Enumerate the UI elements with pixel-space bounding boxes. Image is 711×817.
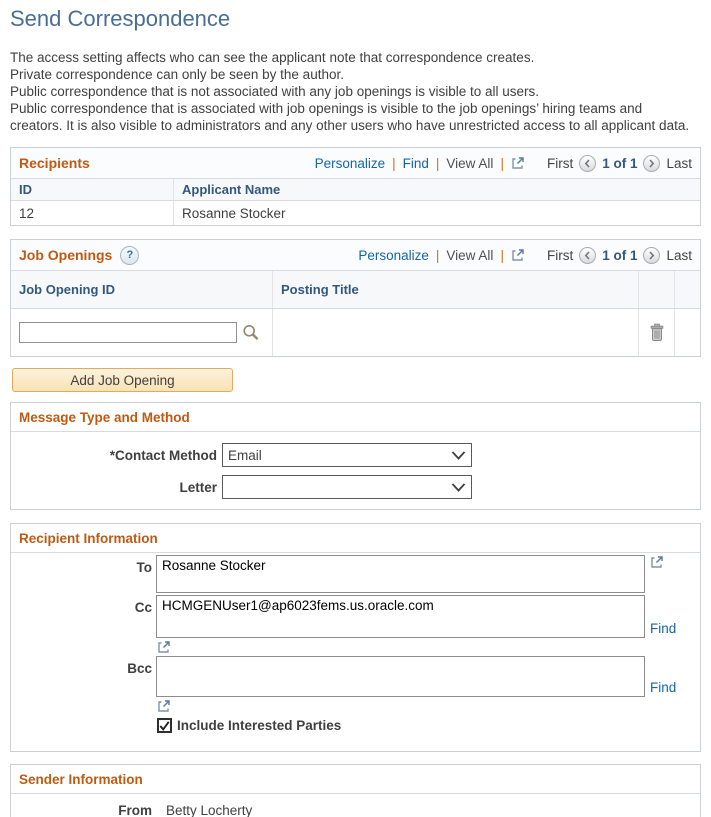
job-openings-grid-toolbar bbox=[11, 240, 700, 271]
add-job-opening-button[interactable]: Add Job Opening bbox=[12, 368, 233, 392]
recipients-pager bbox=[547, 155, 692, 172]
cc-right-slot bbox=[645, 595, 700, 638]
separator: | bbox=[500, 247, 504, 263]
bcc-field bbox=[156, 656, 645, 697]
contact-method-label: *Contact Method bbox=[109, 447, 217, 463]
separator: | bbox=[435, 155, 440, 171]
to-row bbox=[11, 555, 700, 593]
message-type-section bbox=[10, 402, 701, 510]
column-header-posting-title: Posting Title bbox=[272, 271, 638, 308]
column-header-job-opening-id: Job Opening ID bbox=[19, 282, 116, 297]
recipients-header-row bbox=[11, 179, 700, 201]
chevron-down-icon bbox=[451, 483, 466, 492]
sender-information-title: Sender Information bbox=[11, 765, 700, 794]
letter-row bbox=[11, 475, 700, 499]
job-openings-grid-links bbox=[358, 248, 525, 263]
cell-applicant-name: Rosanne Stocker bbox=[173, 201, 700, 225]
bcc-right-slot bbox=[645, 656, 700, 697]
description-line: Public correspondence that is not associated with any job openings is visible to all users. bbox=[10, 84, 540, 99]
view-all-label: View All bbox=[446, 155, 494, 171]
personalize-link[interactable]: Personalize bbox=[314, 155, 386, 171]
pager-count: 1 of 1 bbox=[602, 247, 638, 263]
cc-label: Cc bbox=[134, 600, 152, 615]
expand-field-icon[interactable] bbox=[157, 640, 171, 654]
from-label: From bbox=[118, 803, 152, 817]
separator: | bbox=[392, 155, 396, 171]
job-openings-grid bbox=[10, 239, 701, 357]
description-line: Public correspondence that is associated with job openings is visible to the job openings’ hiring teams and creators. It is also visible to administrators and any other users who have unrestricted access to all applicant data. bbox=[10, 101, 690, 133]
contact-method-row bbox=[11, 443, 700, 467]
job-openings-header-row bbox=[11, 271, 700, 309]
chevron-down-icon bbox=[451, 451, 466, 460]
bcc-find-link[interactable]: Find bbox=[650, 680, 677, 695]
cc-row bbox=[11, 595, 700, 638]
recipient-information-section bbox=[10, 523, 701, 752]
view-all-label: View All bbox=[446, 247, 494, 263]
pager-next-button[interactable] bbox=[643, 155, 660, 172]
include-interested-parties-checkbox[interactable] bbox=[157, 718, 172, 733]
description-line: Private correspondence can only be seen by the author. bbox=[10, 67, 344, 82]
lookup-icon[interactable] bbox=[241, 323, 261, 343]
pager-first-label: First bbox=[546, 155, 574, 171]
recipients-row bbox=[11, 201, 700, 225]
from-row bbox=[11, 803, 700, 817]
message-type-body bbox=[11, 432, 700, 509]
job-opening-id-input[interactable] bbox=[19, 322, 237, 343]
job-openings-pager bbox=[547, 247, 692, 264]
column-header-spacer bbox=[674, 271, 700, 308]
job-openings-row bbox=[11, 309, 700, 356]
letter-select[interactable] bbox=[222, 475, 472, 499]
description-line: The access setting affects who can see the applicant note that correspondence creates. bbox=[10, 50, 535, 65]
recipient-information-title: Recipient Information bbox=[11, 524, 700, 553]
pager-next-button[interactable] bbox=[643, 247, 660, 264]
recipients-grid-toolbar bbox=[11, 148, 700, 179]
delete-row-cell bbox=[638, 309, 674, 356]
pager-first-label: First bbox=[546, 247, 574, 263]
bcc-expand-row bbox=[157, 699, 700, 713]
to-field bbox=[156, 555, 645, 593]
sender-information-section bbox=[10, 764, 701, 817]
page-title: Send Correspondence bbox=[10, 6, 231, 31]
contact-method-value: Email bbox=[228, 447, 262, 463]
find-link[interactable]: Find bbox=[402, 155, 429, 171]
cc-find-link[interactable]: Find bbox=[650, 621, 677, 636]
job-openings-grid-title: Job Openings bbox=[19, 247, 113, 263]
recipients-grid bbox=[10, 147, 701, 226]
expand-field-icon[interactable] bbox=[157, 699, 171, 713]
cc-field bbox=[156, 595, 645, 638]
separator: | bbox=[435, 247, 440, 263]
spacer-cell bbox=[674, 309, 700, 356]
posting-title-cell bbox=[272, 309, 638, 356]
separator: | bbox=[500, 155, 504, 171]
bcc-textarea[interactable] bbox=[156, 656, 645, 697]
cell-id: 12 bbox=[19, 205, 35, 221]
pager-last-label: Last bbox=[666, 247, 692, 263]
expand-field-icon[interactable] bbox=[650, 555, 700, 569]
to-right-slot bbox=[645, 555, 700, 593]
include-interested-parties-label: Include Interested Parties bbox=[177, 718, 342, 733]
recipients-grid-links bbox=[315, 156, 525, 171]
column-header-applicant-name: Applicant Name bbox=[173, 179, 700, 200]
column-header-id: ID bbox=[19, 182, 32, 197]
personalize-link[interactable]: Personalize bbox=[358, 247, 429, 263]
zoom-grid-icon[interactable] bbox=[511, 248, 525, 262]
pager-prev-button[interactable] bbox=[579, 247, 596, 264]
access-description bbox=[10, 49, 692, 134]
cc-textarea[interactable] bbox=[156, 595, 645, 638]
column-header-delete bbox=[638, 271, 674, 308]
contact-method-select[interactable] bbox=[222, 443, 472, 467]
bcc-label: Bcc bbox=[127, 661, 152, 676]
pager-prev-button[interactable] bbox=[579, 155, 596, 172]
to-label: To bbox=[136, 560, 152, 575]
include-interested-parties-row bbox=[157, 718, 700, 733]
message-type-section-title: Message Type and Method bbox=[11, 403, 700, 432]
to-textarea[interactable] bbox=[156, 555, 645, 593]
from-value: Betty Locherty bbox=[166, 803, 253, 817]
trash-icon[interactable] bbox=[649, 323, 665, 342]
recipient-information-body bbox=[11, 553, 700, 751]
letter-label: Letter bbox=[179, 479, 217, 495]
cc-expand-row bbox=[157, 640, 700, 654]
zoom-grid-icon[interactable] bbox=[511, 156, 525, 170]
recipients-grid-title: Recipients bbox=[19, 155, 90, 171]
pager-count: 1 of 1 bbox=[602, 155, 638, 171]
bcc-row bbox=[11, 656, 700, 697]
help-icon[interactable]: ? bbox=[120, 246, 139, 265]
pager-last-label: Last bbox=[666, 155, 692, 171]
job-opening-id-cell bbox=[11, 309, 272, 356]
